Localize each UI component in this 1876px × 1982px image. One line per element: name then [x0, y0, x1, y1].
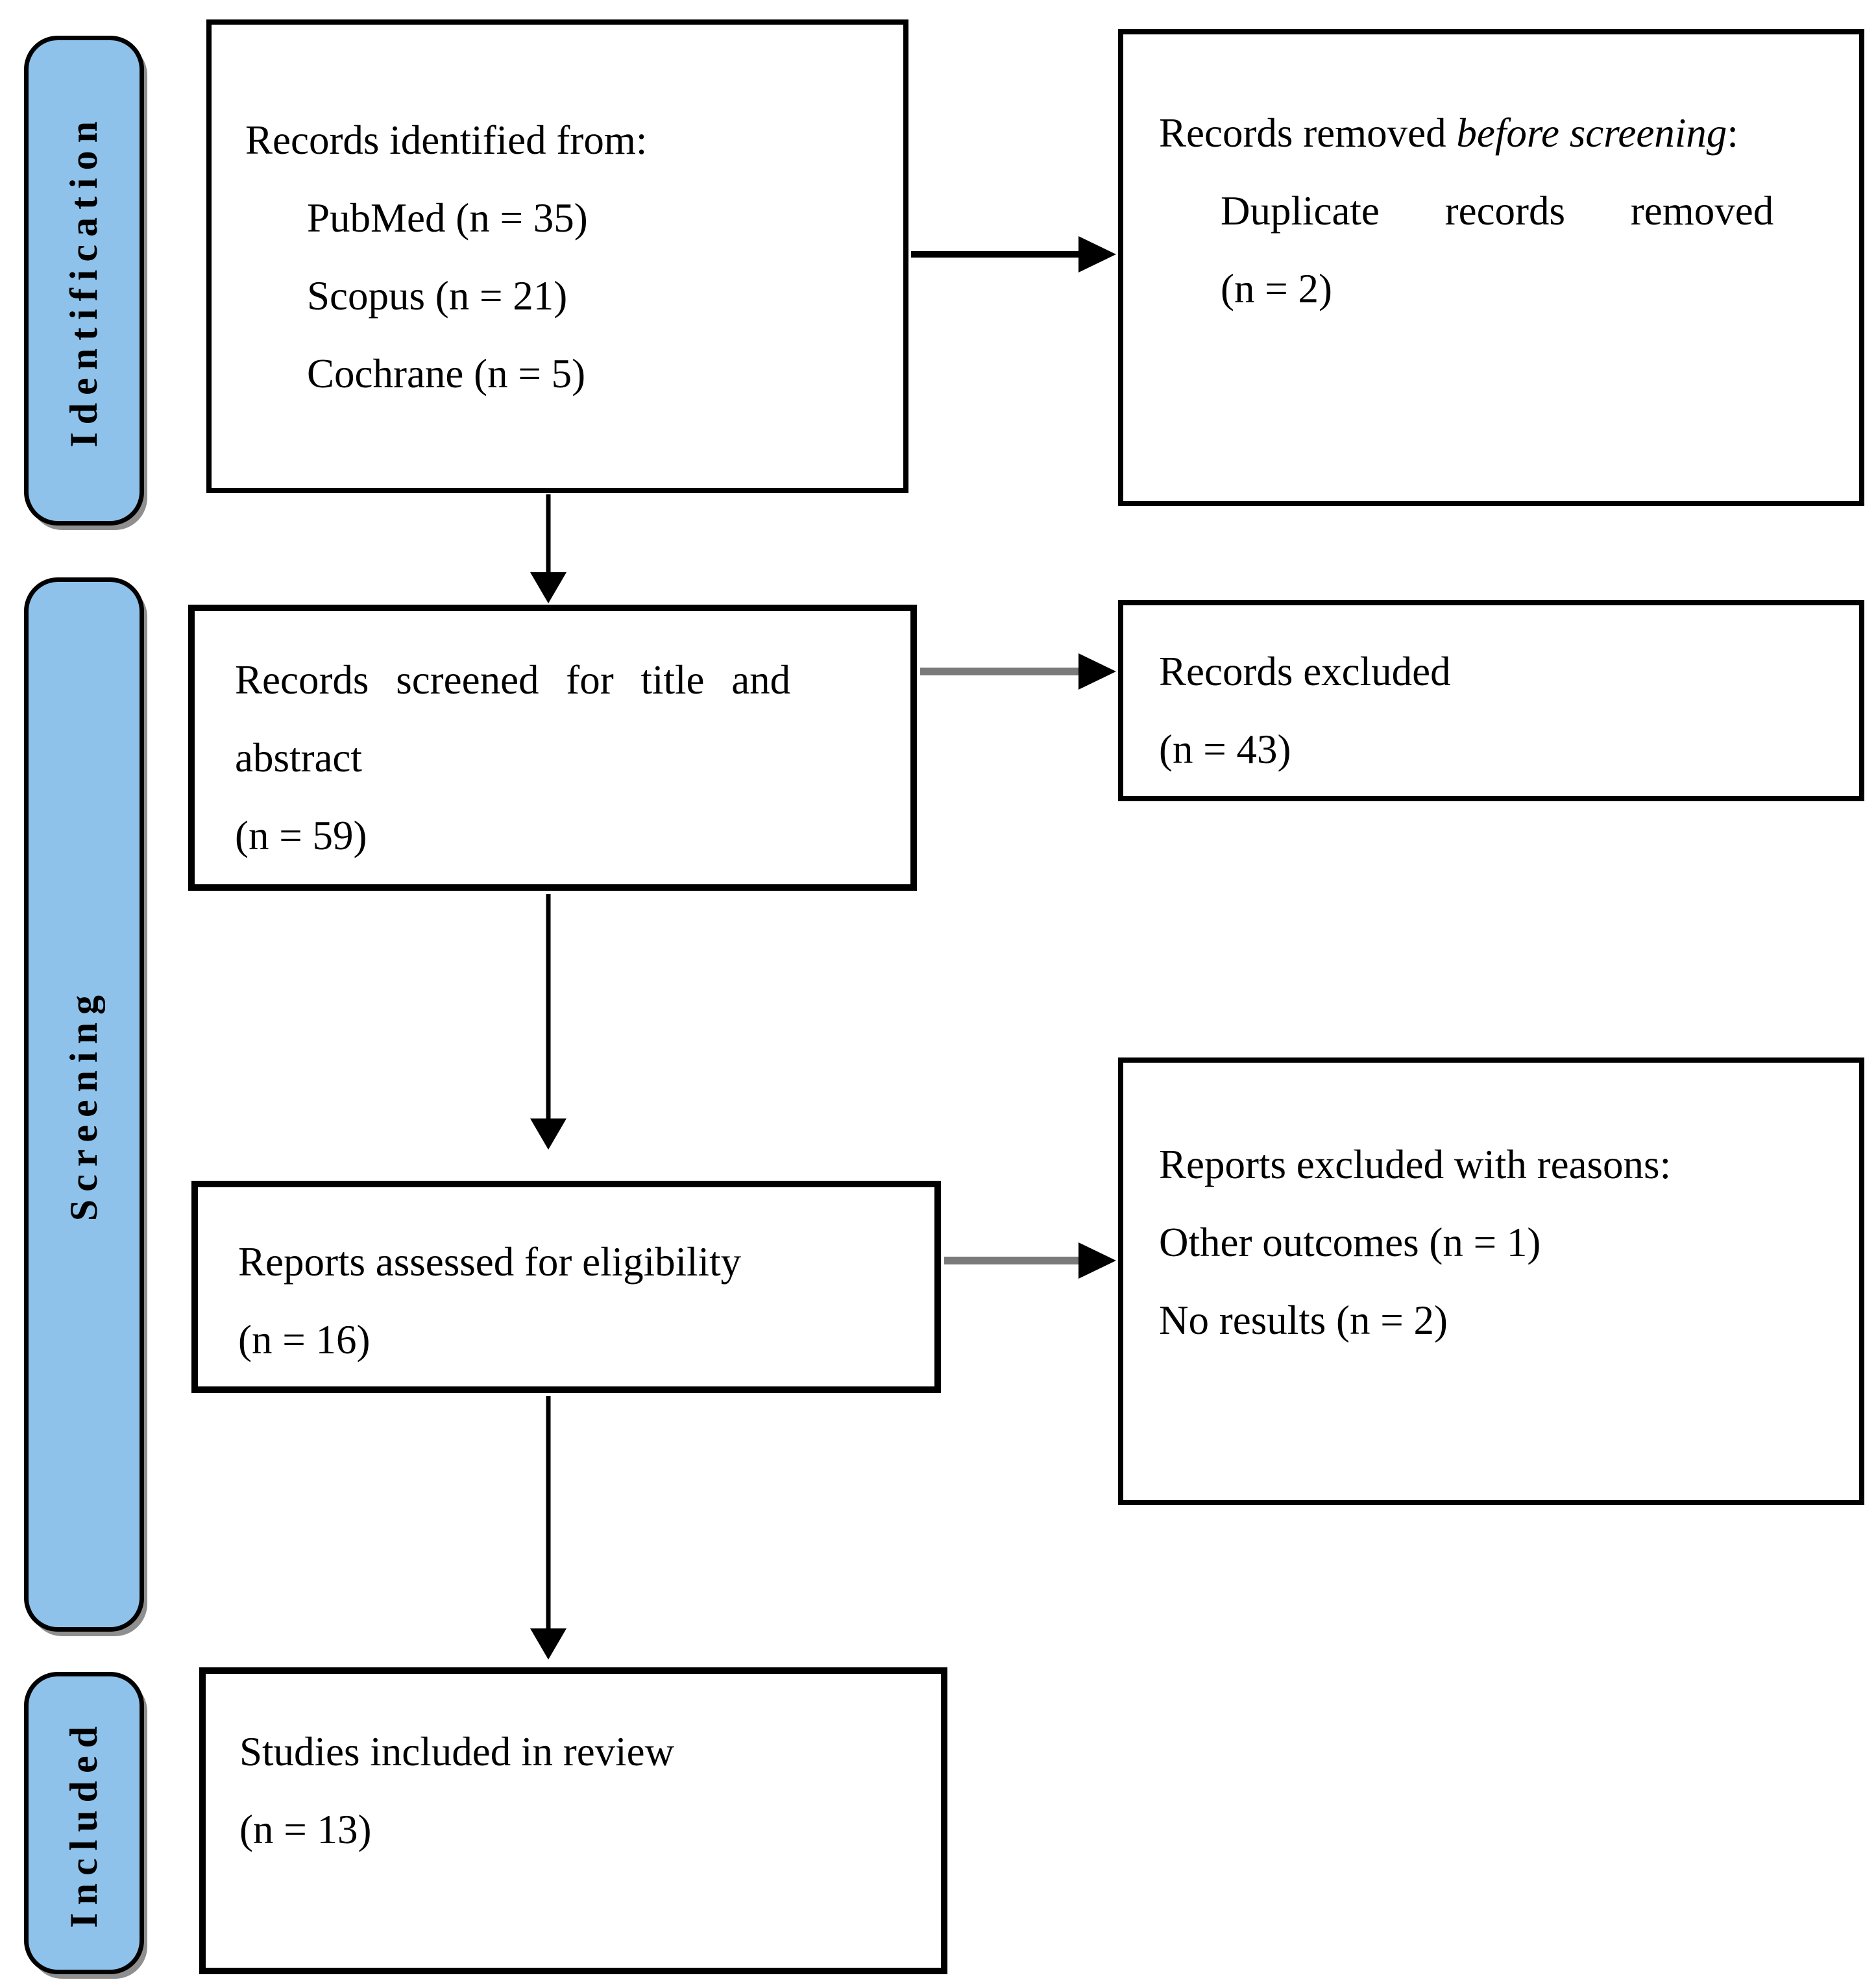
- stage-label-screening: Screening: [62, 987, 105, 1222]
- stage-bar-screening: [24, 577, 144, 1632]
- arrow-assessed-to-included-head-icon: [530, 1628, 566, 1660]
- records-removed-italic: before screening: [1456, 110, 1727, 156]
- records-identified-item-pubmed: PubMed (n = 35): [307, 195, 588, 241]
- stage-label-identification: Identification: [62, 114, 105, 448]
- box-records-identified: [206, 19, 908, 493]
- stage-bar-included: [24, 1672, 144, 1974]
- box-records-screened: [188, 605, 917, 891]
- records-excluded-count: (n = 43): [1159, 727, 1291, 772]
- reports-excluded-reason-no-results: No results (n = 2): [1159, 1298, 1448, 1343]
- records-identified-item-cochrane: Cochrane (n = 5): [307, 351, 586, 396]
- records-removed-item: Duplicate records removed: [1221, 188, 1774, 234]
- box-reports-excluded-reasons: [1118, 1057, 1864, 1505]
- box-records-excluded: [1118, 600, 1864, 801]
- arrow-assessed-to-reasons-head-icon: [1078, 1242, 1116, 1279]
- records-screened-line2: abstract: [235, 735, 362, 780]
- box-reports-assessed: [191, 1181, 941, 1393]
- records-excluded-line1: Records excluded: [1159, 649, 1451, 694]
- box-studies-included: [199, 1667, 947, 1974]
- records-identified-intro: Records identified from:: [245, 117, 648, 163]
- studies-included-count: (n = 13): [239, 1807, 372, 1852]
- records-identified-item-scopus: Scopus (n = 21): [307, 273, 568, 319]
- records-removed-colon: :: [1727, 110, 1738, 156]
- arrow-screened-to-assessed-head-icon: [530, 1118, 566, 1150]
- reports-excluded-reason-other-outcomes: Other outcomes (n = 1): [1159, 1220, 1541, 1265]
- records-removed-count: (n = 2): [1221, 266, 1332, 311]
- box-records-removed: [1118, 29, 1864, 506]
- records-screened-count: (n = 59): [235, 813, 367, 858]
- arrow-screened-to-excluded-head-icon: [1078, 653, 1116, 690]
- stage-bar-identification: [24, 36, 144, 526]
- arrow-identified-to-screened-head-icon: [530, 572, 566, 603]
- records-removed-title: [1159, 94, 1833, 172]
- reports-excluded-title: Reports excluded with reasons:: [1159, 1142, 1672, 1187]
- reports-assessed-count: (n = 16): [238, 1317, 371, 1362]
- arrow-identified-to-removed-head-icon: [1078, 236, 1116, 272]
- studies-included-line1: Studies included in review: [239, 1729, 675, 1774]
- records-removed-prefix: Records removed: [1159, 110, 1457, 156]
- records-screened-line1: Records screened for title and: [235, 657, 791, 703]
- stage-label-included: Included: [62, 1718, 105, 1928]
- reports-assessed-line1: Reports assessed for eligibility: [238, 1239, 742, 1285]
